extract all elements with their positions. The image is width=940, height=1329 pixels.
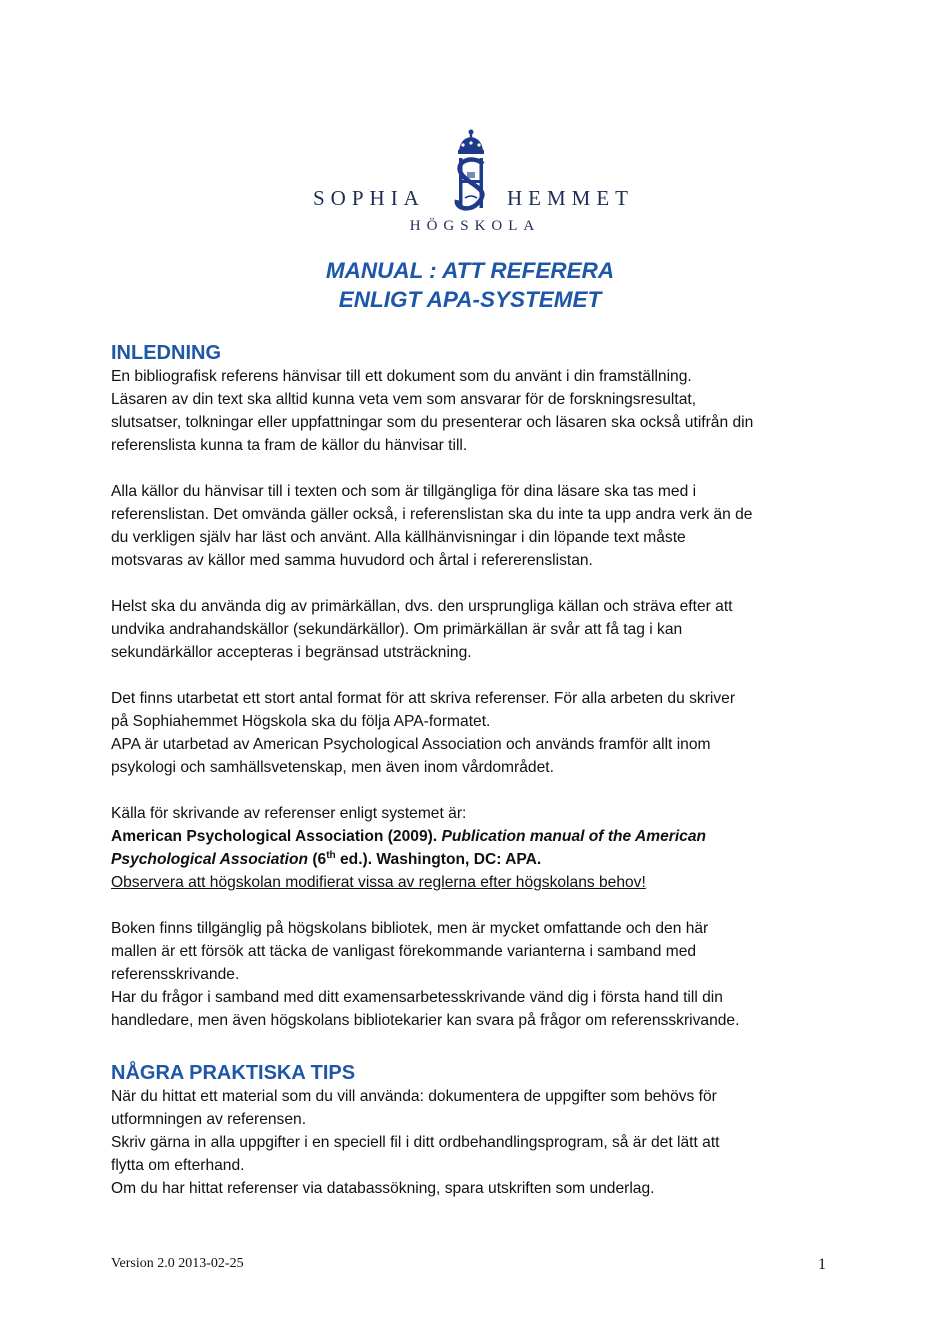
paragraph [111, 481, 841, 573]
text-line: motsvaras av källor med samma huvudord och årtal i refererenslistan. [111, 551, 593, 569]
document-title [0, 256, 940, 314]
source-edition-pre: (6 [308, 850, 327, 868]
text-line: psykologi och samhällsvetenskap, men även inom vårdområdet. [111, 758, 554, 776]
text-line: utformningen av referensen. [111, 1110, 307, 1128]
text-line: En bibliografisk referens hänvisar till ett dokument som du använt i din framställning. [111, 368, 692, 385]
paragraph [111, 688, 841, 780]
text-line: undvika andrahandskällor (sekundärkällor). Om primärkällan är svår att få tag i kan [111, 620, 683, 638]
text-line: När du hittat ett material som du vill använda: dokumentera de uppgifter som behövs för [111, 1088, 717, 1105]
source-edition-post: ed.). Washington, DC: APA. [335, 850, 542, 868]
source-edition-sup: th [326, 849, 336, 861]
text-line: handledare, men även högskolans bibliotekarier kan svara på frågor om referensskrivande. [111, 1011, 740, 1029]
logo-word-hemmet: HEMMET [507, 186, 634, 210]
text-line: Har du frågor i samband med ditt examensarbetesskrivande vänd dig i första hand till din [111, 988, 723, 1006]
text-line: du verkligen själv har läst och använt. Alla källhänvisningar i din löpande text måste [111, 528, 686, 546]
paragraph [111, 918, 841, 1033]
text-line: mallen är ett försök att täcka de vanligast förekommande varianterna i samband med [111, 942, 697, 960]
source-title-part-1: Publication manual of the American [441, 827, 707, 845]
title-line-1: MANUAL : ATT REFERERA [325, 258, 615, 283]
text-line: sekundärkällor accepteras i begränsad utsträckning. [111, 643, 472, 661]
text-line: referensskrivande. [111, 965, 240, 983]
text-line: referenslistan. Det omvända gäller också, i referenslistan ska du inte ta upp andra verk än de [111, 505, 753, 523]
footer-version: Version 2.0 2013-02-25 [111, 1256, 244, 1271]
logo-word-sophia: SOPHIA [313, 186, 425, 210]
text-line: Det finns utarbetat ett stort antal format för att skriva referenser. För alla arbeten du skriver [111, 690, 736, 707]
paragraph [111, 596, 841, 665]
source-reference [111, 803, 841, 895]
page-number: 1 [818, 1256, 826, 1273]
text-line: Skriv gärna in alla uppgifter i en speciell fil i ditt ordbehandlingsprogram, så är det lätt att [111, 1133, 720, 1151]
text-line: APA är utarbetad av American Psychological Association och används framför allt inom [111, 735, 711, 753]
text-line: Läsaren av din text ska alltid kunna veta vem som ansvarar för de forskningsresultat, [111, 390, 697, 408]
text-line: slutsatser, tolkningar eller uppfattningar som du presenterar och läsaren ska också utifrån din [111, 413, 754, 431]
source-title-part-2: Psychological Association [111, 850, 309, 868]
logo-subtitle: HÖGSKOLA [409, 218, 541, 234]
crest-icon [443, 128, 499, 216]
text-line: Om du har hittat referenser via databassökning, spara utskriften som underlag. [111, 1179, 655, 1197]
text-line: referenslista kunna ta fram de källor du hänvisar till. [111, 436, 468, 454]
source-note: Observera att högskolan modifierat vissa av reglerna efter högskolans behov! [111, 873, 646, 891]
source-author: American Psychological Association (2009). [111, 827, 442, 845]
title-line-2: ENLIGT APA-SYSTEMET [338, 287, 602, 312]
heading-praktiska-tips: NÅGRA PRAKTISKA TIPS [111, 1062, 356, 1084]
text-line: Boken finns tillgänglig på högskolans bibliotek, men är mycket omfattande och den här [111, 920, 709, 937]
paragraph [111, 1086, 841, 1201]
text-line: på Sophiahemmet Högskola ska du följa APA-formatet. [111, 712, 491, 730]
sophiahemmet-logo [300, 128, 640, 240]
text-line: Helst ska du använda dig av primärkällan, dvs. den ursprungliga källan och sträva efter att [111, 598, 733, 615]
heading-inledning: INLEDNING [111, 342, 221, 364]
source-intro: Källa för skrivande av referenser enligt systemet är: [111, 805, 467, 822]
text-line: flytta om efterhand. [111, 1156, 245, 1174]
paragraph [111, 366, 841, 458]
text-line: Alla källor du hänvisar till i texten och som är tillgängliga för dina läsare ska tas med i [111, 483, 697, 500]
